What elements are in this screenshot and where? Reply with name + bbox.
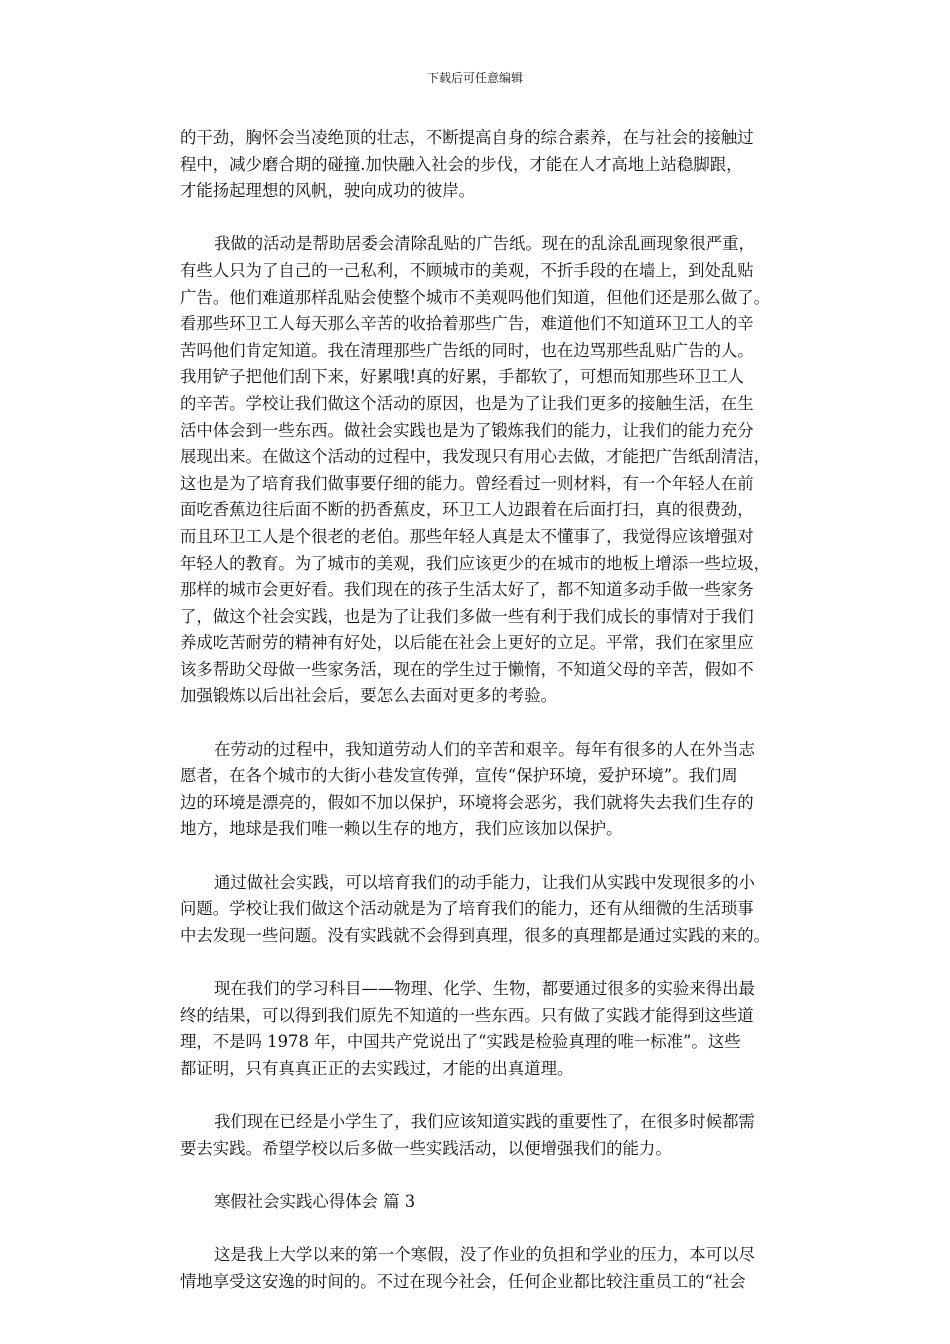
paragraph [180, 1242, 780, 1295]
text-line: 有些人只为了自己的一己私利，不顾城市的美观，不折手段的在墙上，到处乱贴 [180, 260, 754, 280]
text-line: 该多帮助父母做一些家务活，现在的学生过于懒惰，不知道父母的辛苦，假如不 [180, 659, 754, 679]
paragraph [180, 976, 780, 1082]
text-line: 苦吗他们肯定知道。我在清理那些广告纸的同时，也在边骂那些乱贴广告的人。 [180, 340, 754, 360]
text-line: 面吃香蕉边往后面不断的扔香蕉皮，环卫工人边跟着在后面打扫，真的很费劲， [180, 500, 754, 520]
section-heading: 寒假社会实践心得体会 篇 3 [214, 1191, 416, 1211]
text-line: 边的环境是漂亮的，假如不加以保护，环境将会恶劣，我们就将失去我们生存的 [180, 792, 754, 812]
text-line: 年轻人的教育。为了城市的美观，我们应该更少的在城市的地板上增添一些垃圾， [180, 553, 771, 573]
text-line: 我用铲子把他们刮下来，好累哦!真的好累，手都软了，可想而知那些环卫工人 [180, 367, 744, 387]
text-line: 要去实践。希望学校以后多做一些实践活动，以便增强我们的能力。 [180, 1138, 672, 1158]
text-line: 才能扬起理想的风帆，驶向成功的彼岸。 [180, 181, 476, 201]
text-line: 都证明，只有真真正正的去实践过，才能的出真道理。 [180, 1058, 574, 1078]
paragraph [180, 870, 780, 950]
paragraph [180, 737, 780, 843]
text-line: 那样的城市会更好看。我们现在的孩子生活太好了，都不知道多动手做一些家务 [180, 580, 754, 600]
text-line: 地方，地球是我们唯一赖以生存的地方，我们应该加以保护。 [180, 819, 623, 839]
text-line: 广告。他们难道那样乱贴会使整个城市不美观吗他们知道，但他们还是那么做了。 [180, 287, 771, 307]
text-line: 这也是为了培育我们做事要仔细的能力。曾经看过一则材料，有一个年轻人在前 [180, 473, 754, 493]
text-line: 这是我上大学以来的第一个寒假，没了作业的负担和学业的压力，本可以尽 [214, 1244, 755, 1264]
text-line: 加强锻炼以后出社会后，要怎么去面对更多的考验。 [180, 686, 557, 706]
text-line: 在劳动的过程中，我知道劳动人们的辛苦和艰辛。每年有很多的人在外当志 [214, 739, 755, 759]
document-body [180, 125, 780, 1322]
paragraph [180, 1109, 780, 1162]
text-line: 愿者，在各个城市的大街小巷发宣传弹，宣传“保护环境，爱护环境”。我们周 [180, 766, 738, 786]
text-line: 了，做这个社会实践，也是为了让我们多做一些有利于我们成长的事情对于我们 [180, 606, 754, 626]
text-line: 而且环卫工人是个很老的老伯。那些年轻人真是太不懂事了，我觉得应该增强对 [180, 526, 754, 546]
text-line: 问题。学校让我们做这个活动就是为了培育我们的能力，还有从细微的生活琐事 [180, 899, 754, 919]
text-line: 我做的活动是帮助居委会清除乱贴的广告纸。现在的乱涂乱画现象很严重， [214, 234, 755, 254]
text-line: 的辛苦。学校让我们做这个活动的原因，也是为了让我们更多的接触生活，在生 [180, 393, 754, 413]
text-line: 现在我们的学习科目——物理、化学、生物，都要通过很多的实验来得出最 [214, 979, 755, 998]
text-line: 我们现在已经是小学生了，我们应该知道实践的重要性了，在很多时候都需 [214, 1111, 755, 1131]
text-line: 的干劲，胸怀会当凌绝顶的壮志，不断提高自身的综合素养，在与社会的接触过 [180, 128, 754, 147]
text-line: 情地享受这安逸的时间的。不过在现今社会，任何企业都比较注重员工的“社会 [180, 1271, 746, 1291]
text-line: 中去发现一些问题。没有实践就不会得到真理，很多的真理都是通过实践的来的。 [180, 925, 771, 945]
text-line: 通过做社会实践，可以培育我们的动手能力，让我们从实践中发现很多的小 [214, 872, 755, 892]
text-line: 终的结果，可以得到我们原先不知道的一些东西。只有做了实践才能得到这些道 [180, 1005, 754, 1025]
text-line: 理，不是吗 1978 年，中国共产党说出了“实践是检验真理的唯一标准”。这些 [180, 1032, 741, 1052]
paragraph [180, 231, 780, 710]
text-line: 程中，减少磨合期的碰撞.加快融入社会的步伐，才能在人才高地上站稳脚跟， [180, 154, 743, 174]
text-line: 活中体会到一些东西。做社会实践也是为了锻炼我们的能力，让我们的能力充分 [180, 420, 754, 440]
text-line: 看那些环卫工人每天那么辛苦的收拾着那些广告，难道他们不知道环卫工人的辛 [180, 314, 754, 334]
text-line: 养成吃苦耐劳的精神有好处，以后能在社会上更好的立足。平常，我们在家里应 [180, 633, 754, 653]
text-line: 展现出来。在做这个活动的过程中，我发现只有用心去做，才能把广告纸刮清洁， [180, 447, 771, 467]
page-header: 下载后可任意编辑 [426, 71, 523, 85]
paragraph [180, 125, 780, 205]
